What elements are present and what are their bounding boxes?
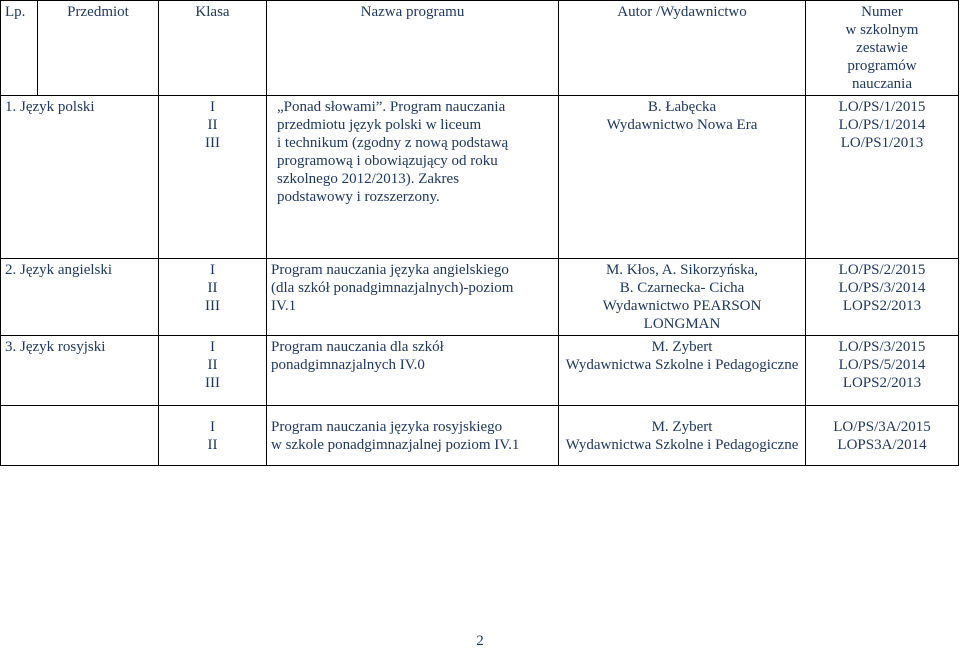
header-numer-line: zestawie [856, 40, 908, 56]
klasa-line: III [205, 298, 220, 314]
numer-line: LO/PS/1/2015 [838, 99, 926, 115]
header-author: Autor /Wydawnictwo [559, 1, 806, 96]
author-line: Wydawnictwo PEARSON LONGMAN [602, 298, 762, 332]
author-line: M. Zybert [651, 339, 713, 355]
klasa-line: II [207, 117, 218, 133]
numer-line: LOPS2/2013 [842, 375, 922, 391]
program-line: i technikum (zgodny z nową podstawą [277, 135, 509, 151]
row-subject [1, 406, 159, 466]
program-line: ponadgimnazjalnych IV.0 [271, 357, 425, 373]
klasa-line: III [205, 135, 220, 151]
author-line: Wydawnictwa Szkolne i Pedagogiczne [565, 357, 799, 373]
program-line: podstawowy i rozszerzony. [277, 189, 440, 205]
row-program [267, 96, 559, 259]
author-line: B. Czarnecka- Cicha [619, 280, 745, 296]
numer-line: LO/PS/3/2014 [838, 280, 926, 296]
table-row [1, 336, 959, 406]
header-numer-line: programów [847, 58, 917, 74]
row-klasa [159, 96, 267, 259]
header-numer-line: nauczania [852, 76, 912, 92]
klasa-line: I [210, 99, 215, 115]
page-number: 2 [476, 633, 484, 649]
author-line: B. Łabęcka [647, 99, 717, 115]
row-author [559, 96, 806, 259]
numer-line: LO/PS/3A/2015 [833, 419, 931, 435]
program-line: programową i obowiązujący od roku [277, 153, 498, 169]
program-line: przedmiotu język polski w liceum [277, 117, 482, 133]
header-klasa: Klasa [159, 1, 267, 96]
row-program [267, 259, 559, 336]
row-subject: 2. Język angielski [1, 259, 159, 336]
row-author [559, 259, 806, 336]
numer-line: LO/PS1/2013 [840, 135, 924, 151]
row-klasa [159, 259, 267, 336]
klasa-line: III [205, 375, 220, 391]
klasa-line: I [210, 419, 215, 435]
author-line: Wydawnictwa Szkolne i Pedagogiczne [565, 437, 799, 453]
program-line: Program nauczania dla szkół [271, 339, 444, 355]
numer-line: LO/PS/1/2014 [838, 117, 926, 133]
row-subject: 1. Język polski [1, 96, 159, 259]
row-numer [806, 259, 959, 336]
table-row [1, 259, 959, 336]
klasa-line: I [210, 262, 215, 278]
author-line: Wydawnictwo Nowa Era [606, 117, 758, 133]
program-line: Program nauczania języka angielskiego [271, 262, 509, 278]
program-line: IV.1 [271, 298, 297, 314]
program-line: „Ponad słowami”. Program nauczania [277, 99, 506, 115]
row-subject: 3. Język rosyjski [1, 336, 159, 406]
header-numer-line: Numer [861, 4, 903, 20]
numer-line: LO/PS/2/2015 [838, 262, 926, 278]
row-numer [806, 406, 959, 466]
author-line: M. Zybert [651, 419, 713, 435]
author-line: M. Kłos, A. Sikorzyńska, [605, 262, 759, 278]
row-program [267, 406, 559, 466]
row-author [559, 336, 806, 406]
program-line: Program nauczania języka rosyjskiego [271, 419, 503, 435]
numer-line: LO/PS/3/2015 [838, 339, 926, 355]
klasa-line: II [207, 437, 218, 453]
program-line: szkolnego 2012/2013). Zakres [277, 171, 460, 187]
program-line: w szkole ponadgimnazjalnej poziom IV.1 [271, 437, 520, 453]
header-program: Nazwa programu [267, 1, 559, 96]
row-numer [806, 336, 959, 406]
header-subject: Przedmiot [38, 1, 159, 96]
numer-line: LO/PS/5/2014 [838, 357, 926, 373]
row-numer [806, 96, 959, 259]
header-row [1, 1, 959, 96]
row-program [267, 336, 559, 406]
header-lp: Lp. [1, 1, 38, 96]
row-author [559, 406, 806, 466]
klasa-line: II [207, 357, 218, 373]
header-numer [806, 1, 959, 96]
header-numer-line: w szkolnym [845, 22, 919, 38]
program-line: (dla szkół ponadgimnazjalnych)-poziom [271, 280, 514, 296]
row-klasa [159, 336, 267, 406]
klasa-line: I [210, 339, 215, 355]
numer-line: LOPS2/2013 [842, 298, 922, 314]
numer-line: LOPS3A/2014 [837, 437, 927, 453]
table-row [1, 406, 959, 466]
klasa-line: II [207, 280, 218, 296]
row-klasa [159, 406, 267, 466]
table-row [1, 96, 959, 259]
